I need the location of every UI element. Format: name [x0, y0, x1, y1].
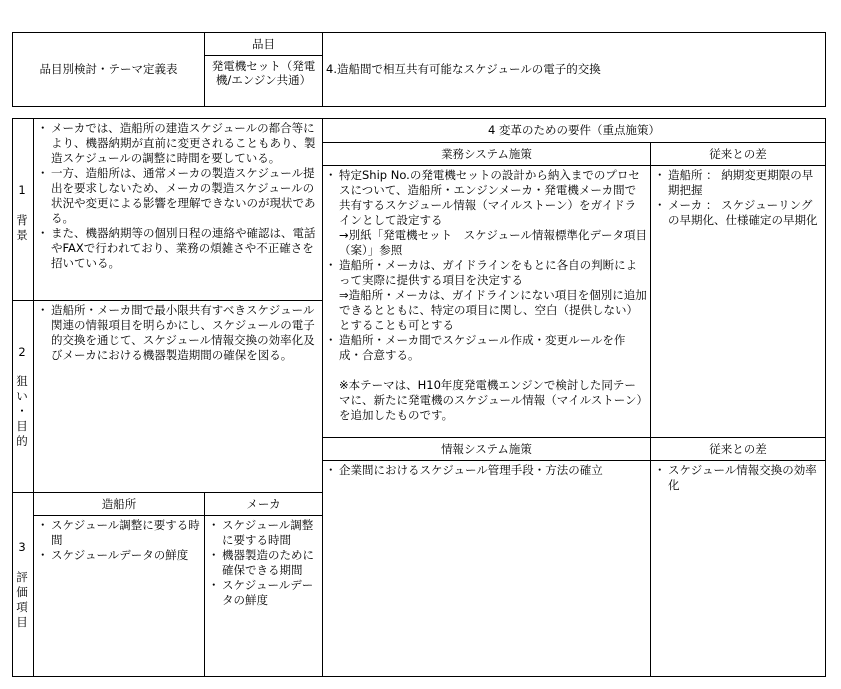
list-item: ・ 機器製造のために確保できる期間	[208, 548, 320, 578]
list-item: ・ スケジュール調整に要する時間	[208, 518, 320, 548]
page-title: 品目別検討・テーマ定義表	[39, 62, 178, 76]
info-diff-header: 従来との差	[709, 442, 767, 456]
list-item: ・ メーカでは、造船所の建造スケジュールの都合等により、機器納期が直前に変更されることもあり、製造スケジュールの調整に時間を要している。	[37, 121, 320, 166]
section-label-char: ・	[16, 404, 28, 418]
business-diff-list	[654, 168, 822, 228]
divider	[12, 300, 323, 301]
theme-title: 4.造船間で相互共有可能なスケジュールの電子的交換	[326, 62, 601, 76]
list-item: ・ 造船所・メーカ間でスケジュール作成・変更ルールを作成・合意する。	[325, 333, 647, 363]
background-list	[37, 121, 320, 271]
divider	[322, 142, 826, 143]
item-value: 発電機セット（発電機/エンジン共通）	[211, 59, 316, 87]
section-number: 3	[18, 540, 26, 554]
divider	[322, 32, 323, 107]
business-diff-header: 従来との差	[709, 147, 767, 161]
info-diff-list	[654, 463, 822, 493]
list-item: ・ メーカ ： スケジューリングの早期化、仕様確定の早期化	[654, 198, 822, 228]
section-number: 1	[18, 183, 26, 197]
divider	[322, 437, 826, 438]
section-label-char: い	[16, 389, 28, 403]
remark-note: ※本テーマは、H10年度発電機エンジンで検討した同テーマに、新たに発電機のスケジュール情報（マイルストーン）を追加したものです。	[339, 378, 643, 422]
business-measures-list	[325, 168, 647, 423]
info-header: 情報システム施策	[441, 442, 532, 456]
list-item: ・ また、機器納期等の個別日程の連絡や確認は、電話やFAXで行われており、業務の煩雑さや不正確さを招いている。	[37, 226, 320, 271]
list-item: ・ スケジュールデータの鮮度	[37, 548, 201, 563]
business-header: 業務システム施策	[441, 147, 532, 161]
divider	[322, 165, 826, 166]
divider	[322, 460, 826, 461]
divider	[204, 55, 322, 56]
section-label-char: 項	[16, 600, 28, 614]
section-label-char: 目	[16, 615, 28, 629]
divider	[650, 142, 651, 677]
list-item: ・ 造船所・メーカ間で最小限共有すべきスケジュール関連の情報項目を明らかにし、スケジュールの電子的交換を通じて、スケジュール情報交換の効率化及びメーカにおける機器製造期間の確保を図る。	[37, 303, 320, 363]
list-item: ・ スケジュールデータの鮮度	[208, 578, 320, 608]
section-label-char: 背	[16, 213, 28, 227]
list-note: →別紙「発電機セット スケジュール情報標準化データ項目（案）」参照	[339, 228, 647, 257]
section-label-char: 景	[16, 228, 28, 242]
divider	[33, 515, 323, 516]
list-item: ・ 一方、造船所は、通常メーカの製造スケジュール提出を要求しないため、メーカの製造スケジュールの状況や変更による影響を理解できないのが現状である。	[37, 166, 320, 226]
info-measures-list	[325, 463, 647, 478]
divider	[12, 492, 323, 493]
list-item: ・ スケジュール情報交換の効率化	[654, 463, 822, 493]
section-label-char: 的	[16, 434, 28, 448]
list-item: ・ 企業間におけるスケジュール管理手段・方法の確立	[325, 463, 647, 478]
requirements-title: 4 変革のための要件（重点施策）	[488, 123, 660, 137]
list-item: ・ 造船所 ： 納期変更期限の早期把握	[654, 168, 822, 198]
item-label: 品目	[252, 37, 275, 51]
section-number: 2	[18, 345, 26, 359]
evaluation-col-header: 造船所	[101, 497, 137, 511]
list-item: ・ スケジュール調整に要する時間	[37, 518, 201, 548]
evaluation-col-header: メーカ	[246, 497, 281, 511]
list-item: ・ 特定Ship No.の発電機セットの設計から納入までのプロセスについて、造船所・エンジンメーカ・発電機メーカ間で共有するスケジュール情報（マイルストーン）をガイドラインとして設定する	[325, 168, 647, 228]
divider	[33, 118, 34, 677]
section-label-char: 評	[16, 570, 28, 584]
list-note: ⇒造船所・メーカは、ガイドラインにない項目を個別に追加できるとともに、特定の項目に関し、空白（提供しない）とすることも可とする	[339, 288, 647, 332]
aim-list	[37, 303, 320, 363]
divider	[204, 492, 205, 677]
list-item: ・ 造船所・メーカは、ガイドラインをもとに各自の判断によって実際に提供する項目を決定する	[325, 258, 647, 288]
section-label-char: 狙	[16, 374, 28, 388]
section-label-char: 目	[16, 419, 28, 433]
evaluation-maker-list	[208, 518, 320, 608]
section-label-char: 価	[16, 585, 28, 599]
evaluation-shipyard-list	[37, 518, 201, 563]
